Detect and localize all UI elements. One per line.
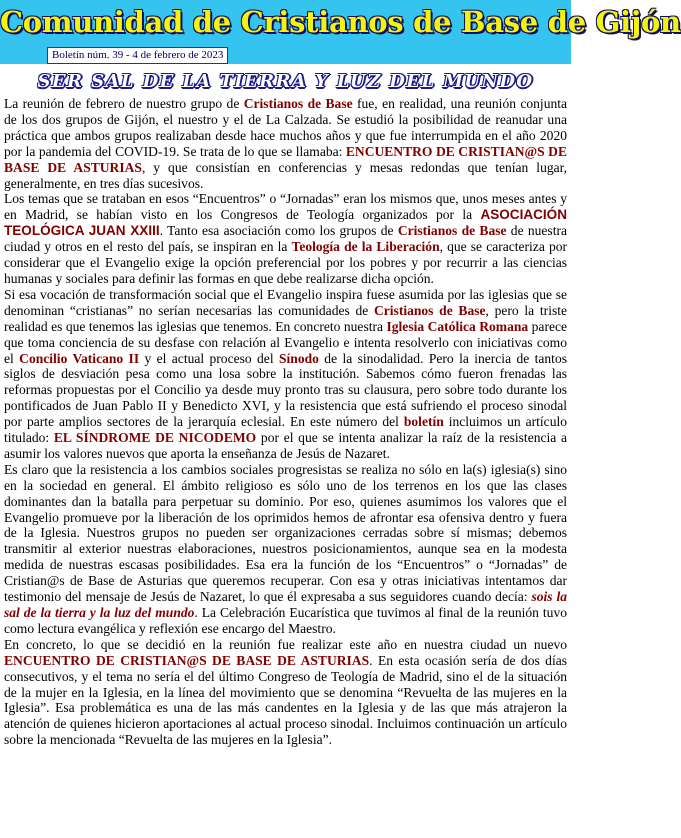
highlight: Cristianos de Base	[243, 96, 353, 111]
highlight: ENCUENTRO DE CRISTIAN@S DE BASE DE ASTURIAS	[4, 652, 370, 668]
text: Si esa vocación de transformación social que el Evangelio inspira fuese asumida por las iglesias que se denominan “cristianas” no serían necesarias las comunidades de	[4, 286, 567, 318]
text: , que se caracteriza por considerar que el Evangelio exige la opción preferencial por los pobres y por recurrir a las ciencias humanas y sociales para definir las formas en que debe realizarse dicha opción.	[4, 239, 568, 286]
article-heading: SER SAL DE LA TIERRA Y LUZ DEL MUNDO	[37, 71, 534, 92]
highlight: Iglesia Católica Romana	[386, 318, 529, 334]
text: parece que toma conciencia de su desfase con relación al Evangelio e intenta resolverlo con iniciativas como el	[4, 318, 567, 366]
text: y el actual proceso del	[139, 350, 279, 366]
paragraph-5	[4, 637, 567, 748]
highlight: ENCUENTRO DE CRISTIAN@S DE BASE DE ASTURIAS	[4, 143, 567, 175]
text: fue, en realidad, una reunión conjunta de los dos grupos de Gijón, el nuestro y el de La Calzada. Se estudió la posibilidad de reanudar una práctica que ambos grupos realizaban desde hace muchos años y que fue interrumpida en el año 2020 por la pandemia del COVID-19. Se trata de lo que se llamaba:	[4, 96, 568, 159]
highlight: Cristianos de Base	[373, 302, 486, 318]
highlight: Concilio Vaticano II	[19, 350, 140, 366]
text: La reunión de febrero de nuestro grupo de	[4, 96, 244, 111]
text: Es claro que la resistencia a los cambios sociales progresistas se realiza no sólo en la(s) iglesia(s) sino en la sociedad en general. El ámbito religioso es sólo uno de los terrenos en los que las clases dominantes dan la batalla para perpetuar su dominio. Por eso, quienes asumimos los valores que el Evangelio promueve por la liberación de los oprimidos hemos de afrontar esa ofensiva dentro y fuera de la Iglesia. Nuestros grupos no pueden ser organizaciones cerradas sobre sí mismas; debemos transmitir al exterior nuestras elaboraciones, nuestros posicionamientos, aunque sea en la modesta medida de nuestras escasas posibilidades. Esa era la función de los “Encuentros” o “Jornadas” de Cristian@s de Base de Asturias que queremos recuperar. Con esa y otras iniciativas intentamos dar testimonio del mensaje de Jesús de Nazaret, lo que él expresaba a sus seguidores cuando decía:	[4, 461, 567, 605]
text: incluimos un artículo titulado:	[4, 414, 568, 446]
paragraph-3	[4, 287, 567, 462]
text: , pero la triste realidad es que tenemos las iglesias que tenemos. En concreto nuestra	[4, 302, 568, 334]
article-body	[0, 94, 571, 748]
masthead	[0, 0, 681, 64]
text: de la sinodalidad. Pero la inercia de tantos siglos de desviación pesa como una losa sobre la institución. Sabemos cómo fueron frenadas las reformas propuestas por el Concilio ya desde muy pronto tras su clausura, pero sobre todo durante los pontificados de Juan Pablo II y Benedicto XVI, y la resistencia que está sufriendo el proceso sinodal por parte amplios sectores de la jerarquía eclesial. En este número del	[4, 350, 567, 430]
highlight: EL SÍNDROME DE NICODEMO	[53, 430, 257, 446]
text: . Tanto esa asociación como los grupos de	[159, 223, 398, 239]
text: En concreto, lo que se decidió en la reunión fue realizar este año en nuestra ciudad un nuevo	[4, 636, 567, 652]
highlight: Sínodo	[278, 350, 319, 366]
text: de nuestra ciudad y otros en el resto del país, se inspiran en la	[4, 223, 567, 255]
text: . En esta ocasión sería de dos días consecutivos, y el tema no sería el del último Congreso de Teología de Madrid, sino el de la situación de la mujer en la Iglesia, en la línea del movimiento que se denomina “Revuelta de las mujeres en la Iglesia”. Esa problemática es una de las más candentes en la Iglesia y de las que más atrajeron la atención de quienes hicieron aportaciones al actual proceso sinodal. Incluimos continuación un artículo sobre la mencionada “Revuelta de las mujeres en la Iglesia”.	[4, 652, 567, 748]
highlight: Teología de la Liberación	[291, 239, 440, 255]
text: por el que se intenta analizar la raíz de la resistencia a asumir los valores nuevos que aporta la enseñanza de Jesús de Nazaret.	[4, 430, 567, 461]
highlight: boletín	[403, 414, 444, 430]
text: . La Celebración Eucarística que tuvimos al final de la reunión tuvo como lectura evangélica y reflexión ese encargo del Maestro.	[4, 605, 567, 636]
text: Los temas que se trataban en esos “Encuentros” o “Jornadas” eran los mismos que, unos meses antes y en Madrid, se habían visto en los Congresos de Teología organizados por la	[4, 191, 567, 223]
paragraph-4	[4, 462, 567, 637]
highlight: ASOCIACIÓN TEOLÓGICA JUAN XXIII	[4, 207, 567, 239]
text: , y que consistían en conferencias y mesas redondas que tenían lugar, generalmente, en tres días sucesivos.	[4, 159, 567, 191]
paragraph-2	[4, 191, 567, 286]
highlight: sois la sal de la tierra y la luz del mundo	[4, 589, 567, 620]
paragraph-1	[4, 96, 567, 191]
highlight: Cristianos de Base	[397, 223, 507, 239]
issue-label: Boletín núm. 39 - 4 de febrero de 2023	[47, 47, 228, 64]
newsletter-title: Comunidad de Cristianos de Base de Gijón	[0, 5, 681, 39]
